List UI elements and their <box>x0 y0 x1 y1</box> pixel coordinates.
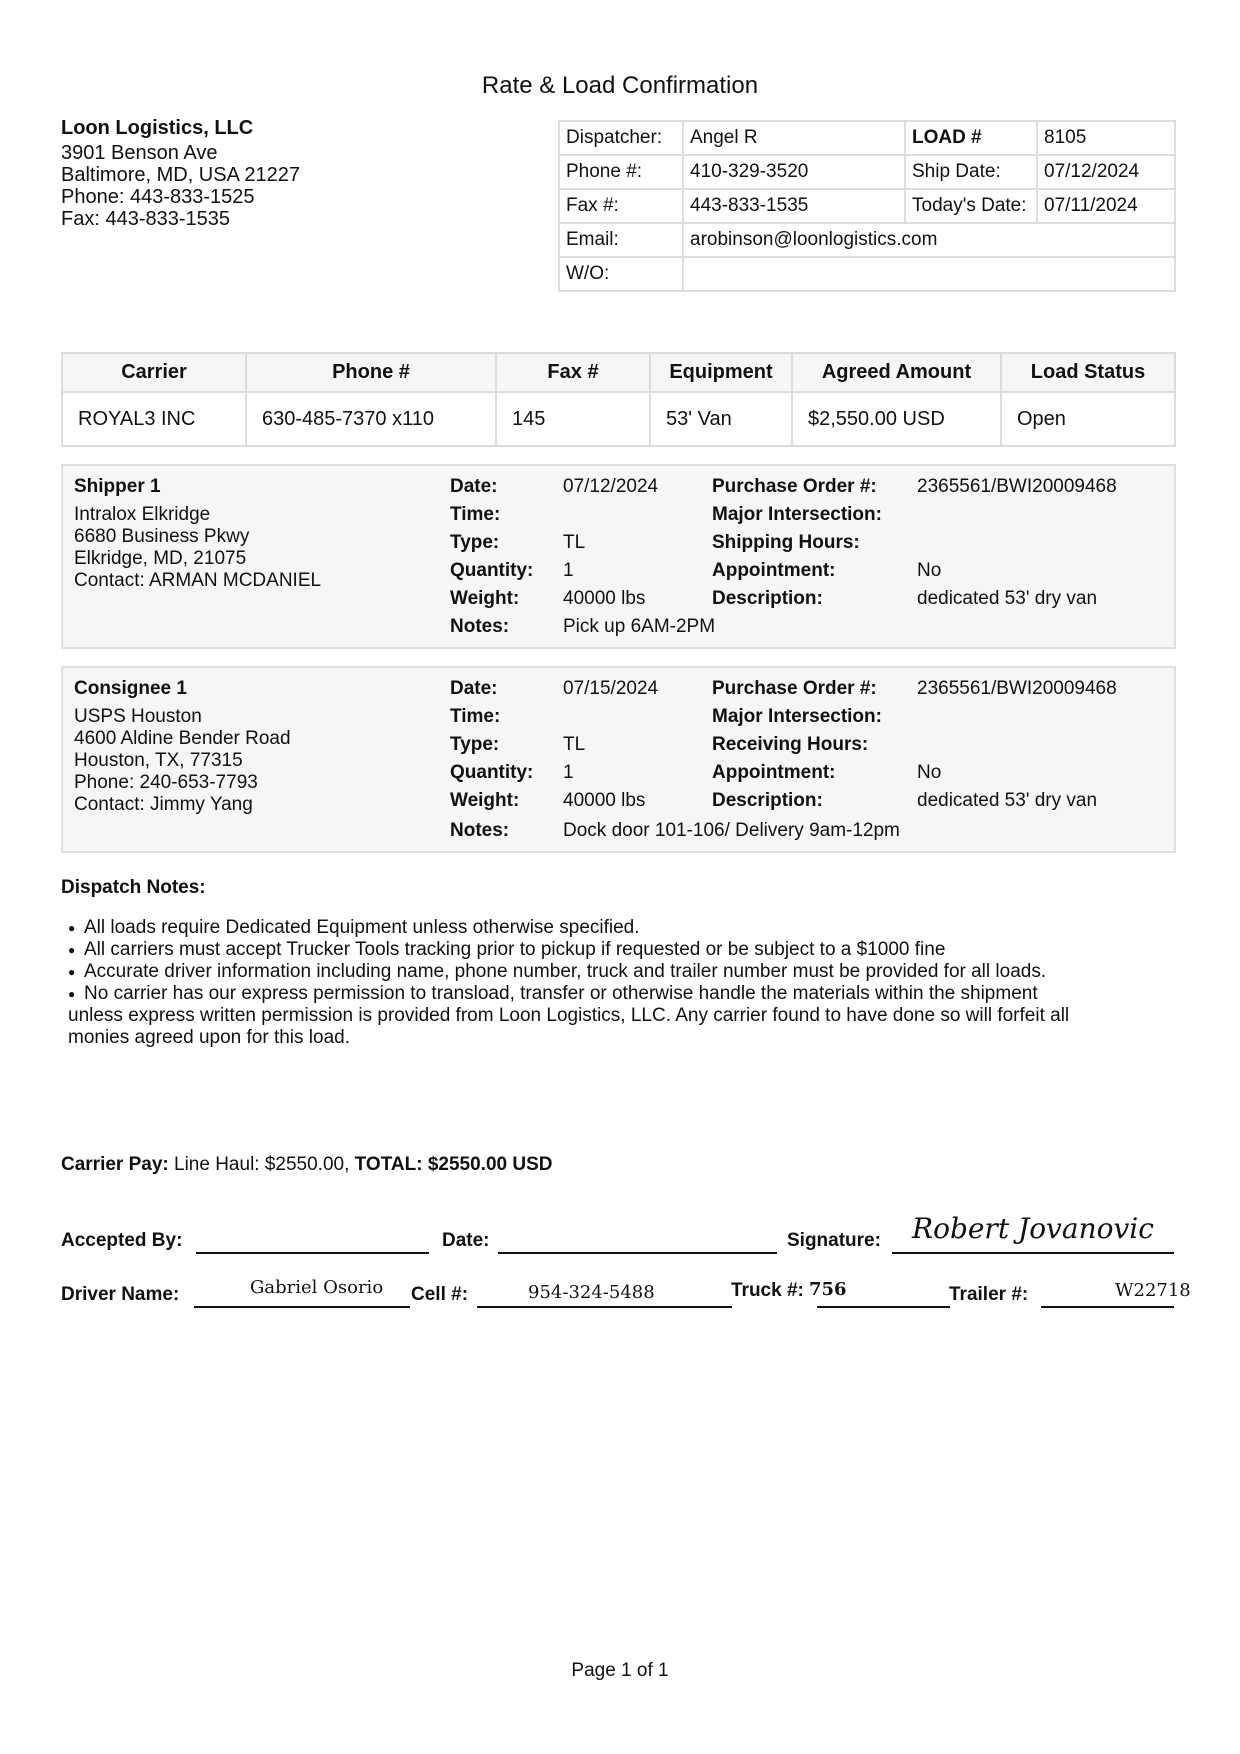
dispatcher-value: Angel R <box>683 121 905 155</box>
accept-date-field[interactable] <box>498 1252 777 1254</box>
consignee-notes-value: Dock door 101-106/ Delivery 9am-12pm <box>563 820 900 841</box>
table-row <box>62 392 1175 446</box>
shipper-po-label: Purchase Order #: <box>712 476 877 497</box>
company-info <box>61 117 300 230</box>
carrier-pay-label: Carrier Pay: <box>61 1154 169 1175</box>
shipper-type-value: TL <box>563 532 586 553</box>
carrier-fax-header: Fax # <box>496 353 650 392</box>
load-status-value: Open <box>1001 392 1175 446</box>
shipper-notes-label: Notes: <box>450 616 510 637</box>
shipper-appointment-label: Appointment: <box>712 560 836 581</box>
accept-date-label: Date: <box>442 1230 490 1251</box>
consignee-description-label: Description: <box>712 790 823 811</box>
shipper-date-label: Date: <box>450 476 498 497</box>
consignee-intersection-label: Major Intersection: <box>712 706 882 727</box>
consignee-line: Houston, TX, 77315 <box>74 750 243 771</box>
load-status-header: Load Status <box>1001 353 1175 392</box>
shipper-section <box>61 464 1176 649</box>
company-phone: Phone: 443-833-1525 <box>61 186 255 208</box>
list-item <box>68 939 1178 961</box>
carrier-phone: 630-485-7370 x110 <box>246 392 496 446</box>
consignee-line: USPS Houston <box>74 706 202 727</box>
dispatch-notes-title: Dispatch Notes: <box>61 877 206 898</box>
ship-date-value: 07/12/2024 <box>1037 155 1175 189</box>
carrier-pay <box>61 1154 552 1176</box>
cell-field[interactable] <box>477 1306 732 1308</box>
consignee-po-label: Purchase Order #: <box>712 678 877 699</box>
shipper-po-value: 2365561/BWI20009468 <box>917 476 1117 497</box>
consignee-line: Contact: Jimmy Yang <box>74 794 253 815</box>
carrier-phone-header: Phone # <box>246 353 496 392</box>
load-number-label: LOAD # <box>905 121 1037 155</box>
load-number-value: 8105 <box>1037 121 1175 155</box>
list-item <box>68 961 1178 983</box>
shipper-line: Elkridge, MD, 21075 <box>74 548 247 569</box>
dispatch-email-value: arobinson@loonlogistics.com <box>683 223 1175 257</box>
consignee-address <box>74 678 291 816</box>
shipper-address <box>74 476 321 592</box>
consignee-type-label: Type: <box>450 734 500 755</box>
pay-total: TOTAL: $2550.00 USD <box>354 1154 553 1175</box>
receiving-hours-label: Receiving Hours: <box>712 734 869 755</box>
shipper-date-value: 07/12/2024 <box>563 476 659 497</box>
bullet-icon: ● <box>68 965 76 980</box>
dispatch-email-label: Email: <box>559 223 683 257</box>
page-title: Rate & Load Confirmation <box>481 72 759 99</box>
carrier-name: ROYAL3 INC <box>62 392 246 446</box>
agreed-amount-header: Agreed Amount <box>792 353 1001 392</box>
signature: Robert Jovanovic <box>912 1212 1154 1245</box>
accepted-by-label: Accepted By: <box>61 1230 183 1251</box>
dispatch-fax-value: 443-833-1535 <box>683 189 905 223</box>
consignee-description-value: dedicated 53' dry van <box>917 790 1098 811</box>
shipper-notes-value: Pick up 6AM-2PM <box>563 616 716 637</box>
consignee-appointment-value: No <box>917 762 942 783</box>
accepted-by-field[interactable] <box>196 1252 429 1254</box>
shipping-hours-label: Shipping Hours: <box>712 532 860 553</box>
shipper-heading: Shipper 1 <box>74 476 161 497</box>
signature-label: Signature: <box>787 1230 881 1251</box>
work-order-label: W/O: <box>559 257 683 291</box>
todays-date-label: Today's Date: <box>905 189 1037 223</box>
shipper-intersection-label: Major Intersection: <box>712 504 882 525</box>
carrier-fax: 145 <box>496 392 650 446</box>
cell-label: Cell #: <box>411 1284 469 1305</box>
dispatch-note-text: Accurate driver information including name, phone number, truck and trailer number must be provided for all loads. <box>84 961 1047 983</box>
consignee-po-value: 2365561/BWI20009468 <box>917 678 1117 699</box>
shipper-description-label: Description: <box>712 588 823 609</box>
trailer-field[interactable] <box>1041 1306 1174 1308</box>
shipper-quantity-label: Quantity: <box>450 560 534 581</box>
dispatch-notes-list <box>68 917 1178 1049</box>
shipper-weight-value: 40000 lbs <box>563 588 646 609</box>
carrier-header: Carrier <box>62 353 246 392</box>
equipment-value: 53' Van <box>650 392 792 446</box>
dispatch-note-text: All carriers must accept Trucker Tools tracking prior to pickup if requested or be subject to a $1000 fine <box>84 939 946 961</box>
driver-name-label: Driver Name: <box>61 1284 180 1305</box>
work-order-value <box>683 257 1175 291</box>
consignee-line: 4600 Aldine Bender Road <box>74 728 291 749</box>
consignee-weight-label: Weight: <box>450 790 520 811</box>
bullet-icon: ● <box>68 921 76 935</box>
consignee-time-label: Time: <box>450 706 501 727</box>
agreed-amount-value: $2,550.00 USD <box>792 392 1001 446</box>
shipper-line: 6680 Business Pkwy <box>74 526 250 547</box>
consignee-date-label: Date: <box>450 678 498 699</box>
todays-date-value: 07/11/2024 <box>1037 189 1175 223</box>
consignee-appointment-label: Appointment: <box>712 762 836 783</box>
dispatch-note-text: No carrier has our express permission to transload, transfer or otherwise handle the materials within the shipment <box>84 983 1038 1005</box>
consignee-type-value: TL <box>563 734 586 755</box>
truck-value: 756 <box>809 1279 847 1300</box>
bullet-icon: ● <box>68 943 76 958</box>
list-item <box>68 983 1178 1005</box>
truck-label: Truck #: <box>731 1280 804 1301</box>
dispatch-fax-label: Fax #: <box>559 189 683 223</box>
driver-name-field[interactable] <box>194 1306 410 1308</box>
company-fax: Fax: 443-833-1535 <box>61 208 231 230</box>
shipper-time-label: Time: <box>450 504 501 525</box>
dispatch-phone-value: 410-329-3520 <box>683 155 905 189</box>
line-haul-text: Line Haul: $2550.00, <box>168 1154 355 1175</box>
carrier-table <box>61 352 1176 447</box>
consignee-line: Phone: 240-653-7793 <box>74 772 258 793</box>
shipper-type-label: Type: <box>450 532 500 553</box>
cell-value: 954-324-5488 <box>528 1282 655 1303</box>
dispatch-note-continuation: unless express written permission is provided from Loon Logistics, LLC. Any carrier found to have done so will forfeit all <box>68 1005 1070 1027</box>
company-name: Loon Logistics, LLC <box>61 117 254 139</box>
dispatch-note-continuation: monies agreed upon for this load. <box>68 1027 351 1049</box>
shipper-description-value: dedicated 53' dry van <box>917 588 1098 609</box>
truck-field[interactable] <box>817 1306 950 1308</box>
dispatch-info-table <box>558 120 1176 292</box>
shipper-line: Intralox Elkridge <box>74 504 211 525</box>
dispatch-phone-label: Phone #: <box>559 155 683 189</box>
page-number: Page 1 of 1 <box>571 1660 669 1681</box>
consignee-heading: Consignee 1 <box>74 678 187 699</box>
company-address-line-2: Baltimore, MD, USA 21227 <box>61 164 300 186</box>
shipper-weight-label: Weight: <box>450 588 520 609</box>
bullet-icon: ● <box>68 987 76 1002</box>
consignee-quantity-value: 1 <box>563 762 574 783</box>
dispatch-note-text: All loads require Dedicated Equipment unless otherwise specified. <box>84 917 640 939</box>
shipper-line: Contact: ARMAN MCDANIEL <box>74 570 322 591</box>
signature-field[interactable] <box>892 1252 1174 1254</box>
consignee-quantity-label: Quantity: <box>450 762 534 783</box>
carrier-table-header <box>62 353 1175 392</box>
shipper-quantity-value: 1 <box>563 560 574 581</box>
driver-name-value: Gabriel Osorio <box>250 1277 384 1298</box>
dispatcher-label: Dispatcher: <box>559 121 683 155</box>
ship-date-label: Ship Date: <box>905 155 1037 189</box>
list-item <box>68 917 1178 939</box>
equipment-header: Equipment <box>650 353 792 392</box>
consignee-notes-label: Notes: <box>450 820 510 841</box>
consignee-date-value: 07/15/2024 <box>563 678 659 699</box>
trailer-label: Trailer #: <box>949 1284 1029 1305</box>
trailer-value: W22718 <box>1115 1280 1191 1301</box>
consignee-weight-value: 40000 lbs <box>563 790 646 811</box>
company-address-line-1: 3901 Benson Ave <box>61 142 218 164</box>
shipper-appointment-value: No <box>917 560 942 581</box>
consignee-section <box>61 666 1176 853</box>
